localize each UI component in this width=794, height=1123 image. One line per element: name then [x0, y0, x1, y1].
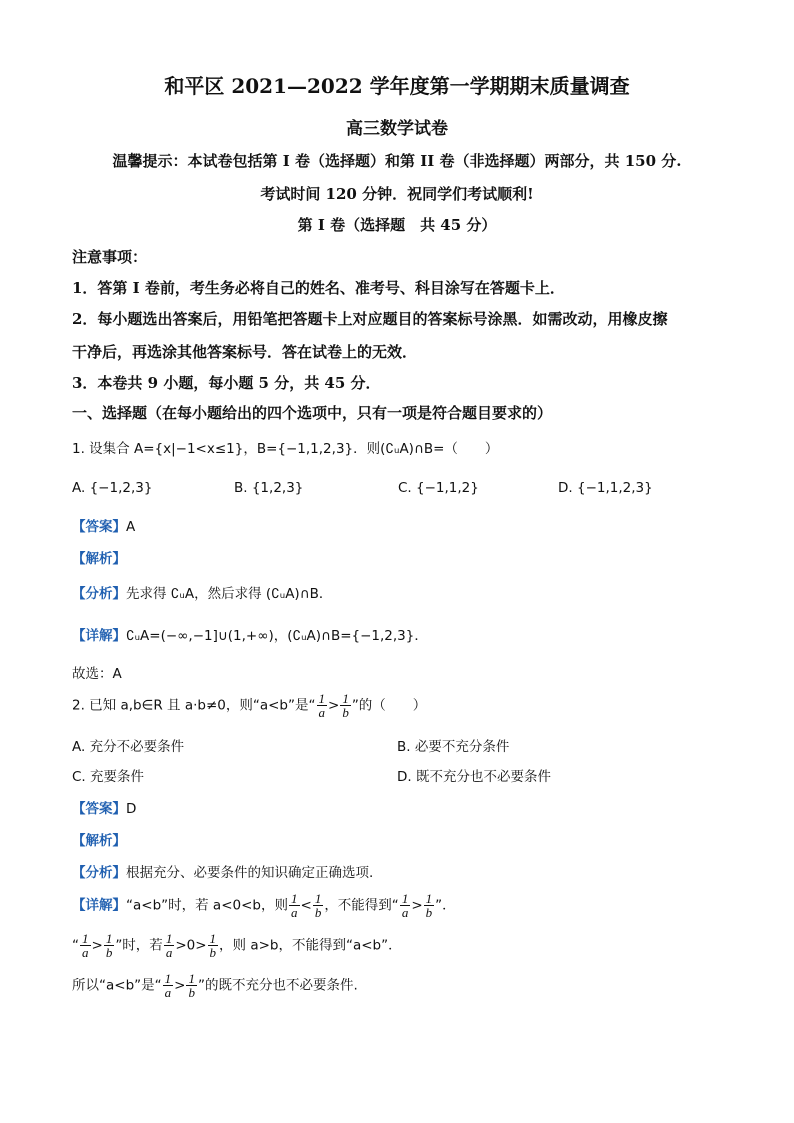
- q1-xiangjie-text: ∁ᵤA=(−∞,−1]∪(1,+∞)，(∁ᵤA)∩B={−1,2,3}．: [126, 628, 428, 644]
- q1-analysis-tag: 【解析】: [72, 551, 126, 567]
- exam-subtitle: 高三数学试卷: [346, 119, 448, 139]
- exam-title: 和平区 2021—2022 学年度第一学期期末质量调查: [164, 74, 630, 98]
- q2-option-c: C. 充要条件: [72, 769, 145, 785]
- notes-heading: 注意事项：: [72, 248, 148, 266]
- q2-option-b: B. 必要不充分条件: [397, 739, 510, 755]
- q1-fenxi-tag: 【分析】: [72, 586, 126, 602]
- q1-xiangjie: [72, 624, 428, 644]
- q1-option-a: A. {−1,2,3}: [72, 480, 153, 496]
- q2-xiangjie-line3: 所以“a<b”是“ $\frac{1}{a}$ > $\frac{1}{b}$ ”的既不充分也不必要条件.: [72, 971, 358, 1000]
- q1-stem: 1. 设集合 A={x|−1<x≤1}，B={−1,1,2,3}．则(∁ᵤA)∩B=（ ）: [72, 441, 499, 457]
- q2-xiangjie-tag: 【详解】: [72, 897, 126, 914]
- q2-stem: 2. 已知 a,b∈R 且 a·b≠0，则“a<b”是“ $\frac{1}{a}$ > $\frac{1}{b}$ ”的（ ）: [72, 691, 427, 720]
- q2-answer: [72, 797, 136, 817]
- q2-option-a: A. 充分不必要条件: [72, 739, 185, 755]
- q1-answer-value: A: [126, 519, 136, 535]
- fraction-1-over-a: $\frac{1}{a}$: [318, 691, 325, 720]
- q2-fenxi-tag: 【分析】: [72, 865, 126, 881]
- section-title: 第 I 卷（选择题 共 45 分）: [297, 216, 497, 234]
- note-3: 3．本卷共 9 小题，每小题 5 分，共 45 分．: [72, 374, 381, 392]
- fraction-1-over-b: $\frac{1}{b}$: [342, 691, 349, 720]
- part-heading: 一、选择题（在每小题给出的四个选项中，只有一项是符合题目要求的）: [72, 404, 553, 422]
- q2-analysis-tag: 【解析】: [72, 833, 126, 849]
- q2-answer-value: D: [126, 801, 137, 817]
- q2-fenxi: [72, 861, 373, 881]
- q1-option-b: B. {1,2,3}: [234, 480, 304, 496]
- q2-option-d: D. 既不充分也不必要条件: [397, 769, 551, 785]
- q1-option-c: C. {−1,1,2}: [398, 480, 479, 496]
- q1-fenxi: [72, 582, 332, 602]
- q2-xiangjie-line1: 【详解】“a<b”时，若 a<0<b，则 $\frac{1}{a}$ < $\frac{1}{b}$ ，不能得到“ $\frac{1}{a}$ > $\frac{1}{b}$ ”．: [72, 891, 456, 920]
- exam-tip-time: 考试时间 120 分钟．祝同学们考试顺利!: [260, 185, 534, 203]
- note-2a: 2．每小题选出答案后，用铅笔把答题卡上对应题目的答案标号涂黑．如需改动，用橡皮擦: [72, 310, 668, 328]
- q1-conclusion: 故选：A: [72, 666, 122, 682]
- q1-answer: [72, 515, 135, 535]
- q2-answer-tag: 【答案】: [72, 801, 126, 817]
- q2-fenxi-text: 根据充分、必要条件的知识确定正确选项.: [126, 865, 374, 881]
- q1-fenxi-text: 先求得 ∁ᵤA，然后求得 (∁ᵤA)∩B．: [126, 586, 333, 602]
- q2-xiangjie-line2: “ $\frac{1}{a}$ > $\frac{1}{b}$ ”时，若 $\frac{1}{a}$ >0> $\frac{1}{b}$ ，则 a>b，不能得到“a<b”．: [72, 931, 402, 960]
- exam-tip: 温馨提示：本试卷包括第 I 卷（选择题）和第 II 卷（非选择题）两部分，共 150 分.: [112, 152, 682, 170]
- note-2b: 干净后，再选涂其他答案标号．答在试卷上的无效．: [72, 343, 418, 361]
- q1-answer-tag: 【答案】: [72, 519, 126, 535]
- q1-xiangjie-tag: 【详解】: [72, 628, 126, 644]
- q1-option-d: D. {−1,1,2,3}: [558, 480, 653, 496]
- note-1: 1．答第 I 卷前，考生务必将自己的姓名、准考号、科目涂写在答题卡上．: [72, 279, 565, 297]
